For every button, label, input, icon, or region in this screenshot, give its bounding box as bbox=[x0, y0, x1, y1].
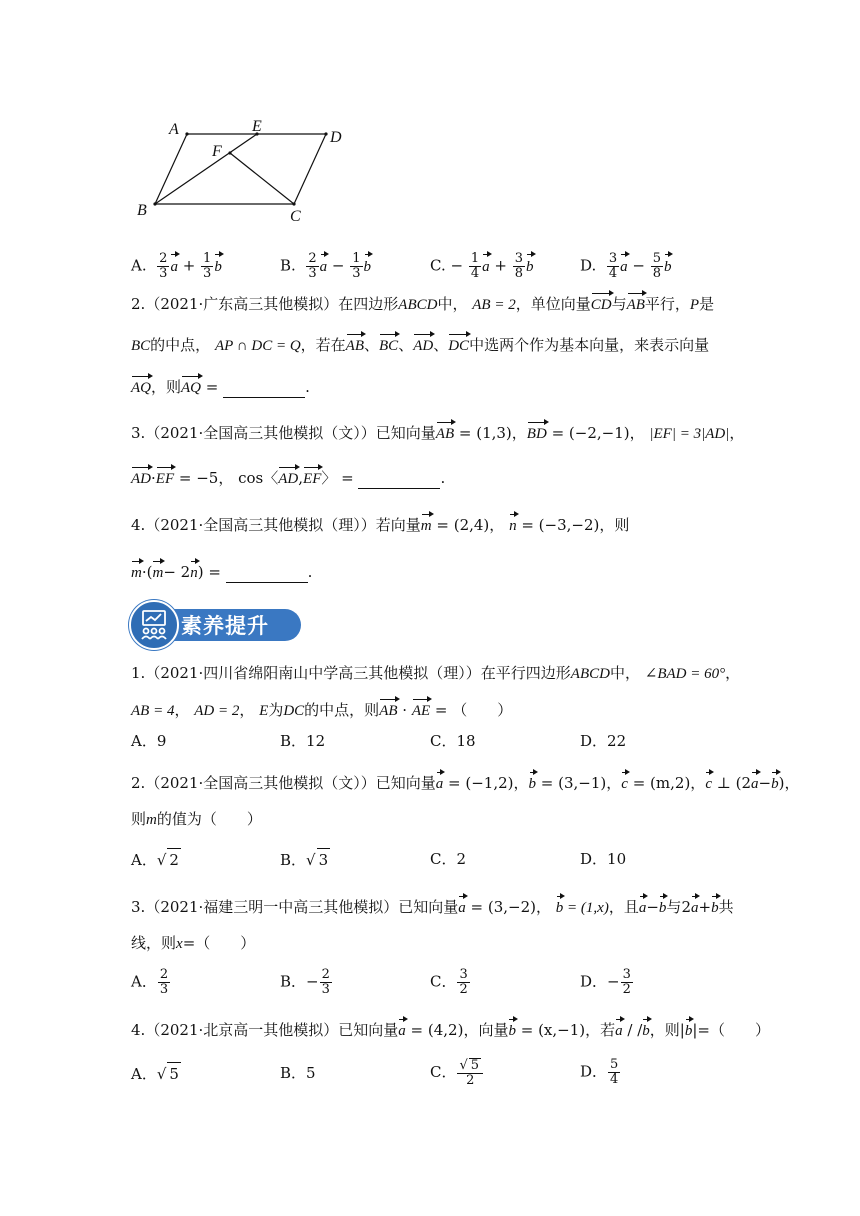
p4-option-b: B．5 bbox=[280, 1064, 316, 1082]
p1-line-1: 1.（2021·四川省绵阳南山中学高三其他模拟（理））在平行四边形ABCD中， ∠BAD = 60°， bbox=[131, 664, 741, 682]
p2-option-a: A．√ 2 bbox=[131, 848, 181, 871]
p2-line-2: 则m的值为（ ） bbox=[131, 810, 262, 828]
segment-BE bbox=[155, 134, 257, 204]
p1-option-d: D．22 bbox=[580, 732, 627, 750]
p3-line-2: 线，则x=（ ） bbox=[131, 934, 256, 952]
q2-line-1: 2.（2021·广东高三其他模拟）在四边形ABCD中， AB = 2，单位向量CD与AB平行，P是 bbox=[131, 292, 714, 315]
segment-FC bbox=[230, 153, 294, 204]
label-F: F bbox=[212, 143, 222, 160]
q3-answer-blank[interactable] bbox=[358, 474, 440, 489]
presentation-icon bbox=[129, 600, 179, 650]
p1-option-a: A．9 bbox=[131, 732, 167, 750]
edge-DC bbox=[294, 134, 326, 204]
p3-option-d: D．− $\frac{3}{2}$ bbox=[580, 967, 631, 997]
q1-option-c: C. − $\frac{1}{4}$ a + $\frac{3}{8}$ b bbox=[430, 251, 534, 281]
q1-option-a: A. $\frac{2}{3}$ a + $\frac{1}{3}$ b bbox=[131, 251, 222, 281]
p3-line-1: 3.（2021·福建三明一中高三其他模拟）已知向量a = (3,−2)， b = (1,x)，且a−b与2a+b共 bbox=[131, 895, 734, 918]
q4-line-2: m·(m− 2n) = . bbox=[131, 560, 312, 583]
label-C: C bbox=[290, 208, 301, 225]
p4-option-c: C． $\frac{√ 5}{2}$ bbox=[430, 1058, 484, 1088]
q4-line-1: 4.（2021·全国高三其他模拟（理））若向量m = (2,4)， n = (−3,−2)，则 bbox=[131, 513, 629, 536]
q2-answer-blank[interactable] bbox=[223, 383, 305, 398]
p2-option-c: C．2 bbox=[430, 850, 467, 868]
p2-option-d: D．10 bbox=[580, 850, 627, 868]
p1-option-c: C．18 bbox=[430, 732, 476, 750]
label-D: D bbox=[330, 129, 342, 146]
p3-option-a: A． $\frac{2}{3}$ bbox=[131, 967, 169, 997]
p2-option-b: B．√ 3 bbox=[280, 848, 330, 871]
q1-option-b: B. $\frac{2}{3}$ a − $\frac{1}{3}$ b bbox=[280, 251, 372, 281]
p4-option-d: D． $\frac{5}{4}$ bbox=[580, 1057, 619, 1087]
section-title: 素养提升 bbox=[181, 614, 269, 638]
q3-line-1: 3.（2021·全国高三其他模拟（文））已知向量AB = (1,3)，BD = (−2,−1)， |EF| = 3|AD|， bbox=[131, 421, 744, 444]
p3-option-c: C． $\frac{3}{2}$ bbox=[430, 967, 468, 997]
parallelogram-figure bbox=[130, 112, 350, 232]
p3-option-b: B．− $\frac{2}{3}$ bbox=[280, 967, 330, 997]
q2-line-2: BC的中点， AP ∩ DC = Q，若在AB、BC、AD、DC中选两个作为基本向量，来表示向量 bbox=[131, 333, 709, 356]
label-B: B bbox=[137, 202, 147, 219]
p4-line-1: 4.（2021·北京高一其他模拟）已知向量a = (4,2)，向量b = (x,−1)，若a / /b，则|b|=（ ） bbox=[131, 1018, 770, 1041]
q1-option-d: D. $\frac{3}{4}$ a − $\frac{5}{8}$ b bbox=[580, 251, 672, 281]
q4-answer-blank[interactable] bbox=[226, 568, 308, 583]
p2-line-1: 2.（2021·全国高三其他模拟（文））已知向量a = (−1,2)，b = (3,−1)，c = (m,2)，c ⊥ (2a−b)， bbox=[131, 771, 799, 794]
p4-option-a: A．√ 5 bbox=[131, 1062, 181, 1085]
q3-line-2: AD·EF = −5， cos〈AD,EF〉 = . bbox=[131, 466, 445, 489]
section-heading bbox=[129, 600, 301, 648]
p1-option-b: B．12 bbox=[280, 732, 326, 750]
p1-line-2: AB = 4， AD = 2， E为DC的中点，则AB · AE = （ ） bbox=[131, 698, 512, 721]
label-E: E bbox=[252, 118, 262, 135]
q2-line-3: AQ，则AQ = . bbox=[131, 375, 310, 398]
label-A: A bbox=[169, 121, 179, 138]
